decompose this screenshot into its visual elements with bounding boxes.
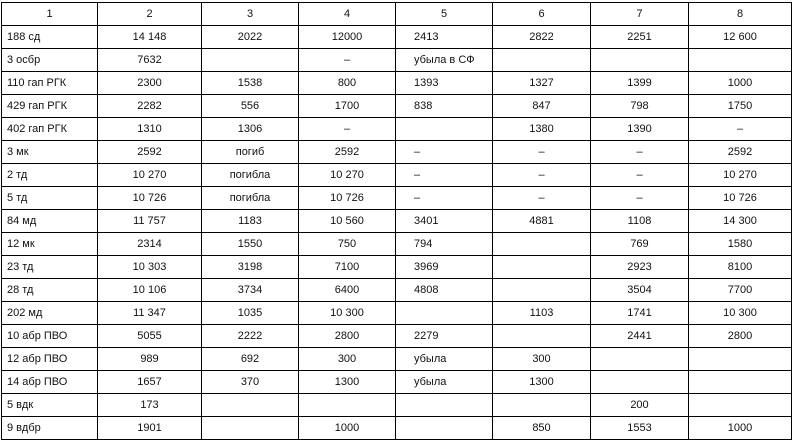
table-cell: 2822 <box>493 26 591 49</box>
table-cell: погиб <box>202 141 299 164</box>
table-cell: – <box>493 141 591 164</box>
table-row <box>2 279 792 302</box>
table-cell: 10 726 <box>299 187 396 210</box>
table-cell: 300 <box>299 348 396 371</box>
table-cell: 173 <box>98 394 202 417</box>
table-cell: 14 148 <box>98 26 202 49</box>
table-cell: 1103 <box>493 302 591 325</box>
table-cell: 2800 <box>299 325 396 348</box>
table-cell <box>493 49 591 72</box>
table-cell: 1700 <box>299 95 396 118</box>
table-row <box>2 164 792 187</box>
unit-name-cell: 429 гап РГК <box>2 95 98 118</box>
table-cell: 2592 <box>98 141 202 164</box>
table-cell: 4881 <box>493 210 591 233</box>
table-cell: 847 <box>493 95 591 118</box>
table-cell: 1553 <box>591 417 689 440</box>
table-row <box>2 95 792 118</box>
table-cell: 2282 <box>98 95 202 118</box>
table-cell: погибла <box>202 164 299 187</box>
table-cell: 1310 <box>98 118 202 141</box>
table-cell: убыла <box>396 348 493 371</box>
table-cell: 1380 <box>493 118 591 141</box>
unit-name-cell: 12 мк <box>2 233 98 256</box>
table-cell: 7100 <box>299 256 396 279</box>
table-cell <box>396 417 493 440</box>
table-cell <box>689 49 792 72</box>
table-cell: 2592 <box>299 141 396 164</box>
table-cell: 6400 <box>299 279 396 302</box>
header-row <box>2 3 792 26</box>
table-cell <box>299 394 396 417</box>
table-cell: – <box>396 187 493 210</box>
table-row <box>2 141 792 164</box>
table-cell: 989 <box>98 348 202 371</box>
unit-name-cell: 23 тд <box>2 256 98 279</box>
table-cell: 200 <box>591 394 689 417</box>
table-row <box>2 371 792 394</box>
table-cell: 10 560 <box>299 210 396 233</box>
column-header: 2 <box>98 3 202 26</box>
table-cell: 3401 <box>396 210 493 233</box>
table-cell: 3969 <box>396 256 493 279</box>
table-cell: 10 300 <box>299 302 396 325</box>
table-cell: 1741 <box>591 302 689 325</box>
table-cell: – <box>396 141 493 164</box>
table-cell: 7700 <box>689 279 792 302</box>
table-cell <box>689 394 792 417</box>
unit-name-cell: 12 абр ПВО <box>2 348 98 371</box>
table-cell: – <box>396 164 493 187</box>
table-row <box>2 256 792 279</box>
table-cell: – <box>493 164 591 187</box>
table-cell: 850 <box>493 417 591 440</box>
table-cell: 794 <box>396 233 493 256</box>
table-row <box>2 72 792 95</box>
table-cell: 2279 <box>396 325 493 348</box>
table-cell: 3504 <box>591 279 689 302</box>
unit-name-cell: 9 вдбр <box>2 417 98 440</box>
unit-name-cell: 84 мд <box>2 210 98 233</box>
table-cell: 1550 <box>202 233 299 256</box>
table-cell: 2441 <box>591 325 689 348</box>
table-cell: 1390 <box>591 118 689 141</box>
table-cell <box>493 325 591 348</box>
table-cell: 10 106 <box>98 279 202 302</box>
table-cell: 2923 <box>591 256 689 279</box>
table-cell: 1306 <box>202 118 299 141</box>
table-cell: убыла <box>396 371 493 394</box>
table-cell: 798 <box>591 95 689 118</box>
table-cell: 2222 <box>202 325 299 348</box>
table-cell: 300 <box>493 348 591 371</box>
table-cell: 7632 <box>98 49 202 72</box>
table-row <box>2 417 792 440</box>
data-table <box>1 2 792 440</box>
unit-name-cell: 110 гап РГК <box>2 72 98 95</box>
table-cell: 1035 <box>202 302 299 325</box>
table-cell: 1300 <box>299 371 396 394</box>
table-row <box>2 348 792 371</box>
table-cell: – <box>493 187 591 210</box>
table-cell: погибла <box>202 187 299 210</box>
table-cell: 10 726 <box>98 187 202 210</box>
table-cell: 1657 <box>98 371 202 394</box>
table-cell: 1300 <box>493 371 591 394</box>
table-cell <box>396 394 493 417</box>
table-cell <box>493 233 591 256</box>
unit-name-cell: 202 мд <box>2 302 98 325</box>
table-cell: 12 600 <box>689 26 792 49</box>
table-cell: 1327 <box>493 72 591 95</box>
column-header: 4 <box>299 3 396 26</box>
column-header: 3 <box>202 3 299 26</box>
table-cell: – <box>591 187 689 210</box>
table-cell: – <box>591 164 689 187</box>
unit-name-cell: 188 сд <box>2 26 98 49</box>
table-cell <box>493 279 591 302</box>
table-cell <box>202 394 299 417</box>
table-cell <box>202 49 299 72</box>
table-cell: 692 <box>202 348 299 371</box>
table-cell: 2800 <box>689 325 792 348</box>
table-cell <box>202 417 299 440</box>
table-row <box>2 394 792 417</box>
table-cell: 1000 <box>689 72 792 95</box>
unit-name-cell: 28 тд <box>2 279 98 302</box>
table-cell: 10 300 <box>689 302 792 325</box>
table-cell <box>591 371 689 394</box>
table-cell: 10 270 <box>299 164 396 187</box>
table-cell: 2300 <box>98 72 202 95</box>
table-cell: 769 <box>591 233 689 256</box>
table-cell: 370 <box>202 371 299 394</box>
table-cell: 1000 <box>299 417 396 440</box>
table-cell: убыла в СФ <box>396 49 493 72</box>
table-cell: 800 <box>299 72 396 95</box>
table-cell: 838 <box>396 95 493 118</box>
table-row <box>2 210 792 233</box>
table-cell: 12000 <box>299 26 396 49</box>
table-cell: 3734 <box>202 279 299 302</box>
table-cell: 5055 <box>98 325 202 348</box>
column-header: 5 <box>396 3 493 26</box>
unit-name-cell: 10 абр ПВО <box>2 325 98 348</box>
table-cell: 2022 <box>202 26 299 49</box>
table-cell <box>396 302 493 325</box>
table-cell: 4808 <box>396 279 493 302</box>
table-cell: 10 270 <box>98 164 202 187</box>
table-row <box>2 302 792 325</box>
unit-name-cell: 5 вдк <box>2 394 98 417</box>
table-cell <box>689 348 792 371</box>
table-cell: – <box>591 141 689 164</box>
table-row <box>2 187 792 210</box>
table-cell: 1000 <box>689 417 792 440</box>
table-row <box>2 233 792 256</box>
column-header: 6 <box>493 3 591 26</box>
table-cell: 1750 <box>689 95 792 118</box>
table-cell: 11 757 <box>98 210 202 233</box>
table-cell: 2413 <box>396 26 493 49</box>
table-cell: – <box>299 118 396 141</box>
table-cell: 10 303 <box>98 256 202 279</box>
table-cell: – <box>299 49 396 72</box>
unit-name-cell: 14 абр ПВО <box>2 371 98 394</box>
table-cell <box>493 256 591 279</box>
unit-name-cell: 3 мк <box>2 141 98 164</box>
table-cell: 750 <box>299 233 396 256</box>
unit-name-cell: 3 осбр <box>2 49 98 72</box>
table-cell: 2314 <box>98 233 202 256</box>
column-header: 8 <box>689 3 792 26</box>
table-cell <box>591 348 689 371</box>
table-cell: 1580 <box>689 233 792 256</box>
table-cell: 11 347 <box>98 302 202 325</box>
unit-name-cell: 402 гап РГК <box>2 118 98 141</box>
table-cell: 10 726 <box>689 187 792 210</box>
table-row <box>2 325 792 348</box>
table-cell <box>689 371 792 394</box>
table-cell: 14 300 <box>689 210 792 233</box>
table-cell: 1399 <box>591 72 689 95</box>
table-cell: 10 270 <box>689 164 792 187</box>
table-cell: 1901 <box>98 417 202 440</box>
table-cell: 2251 <box>591 26 689 49</box>
column-header: 7 <box>591 3 689 26</box>
table-cell: 3198 <box>202 256 299 279</box>
table-cell <box>493 394 591 417</box>
table-cell <box>396 118 493 141</box>
table-cell: 1183 <box>202 210 299 233</box>
table-cell: 556 <box>202 95 299 118</box>
table-cell: 1108 <box>591 210 689 233</box>
table-cell: 1393 <box>396 72 493 95</box>
unit-name-cell: 2 тд <box>2 164 98 187</box>
column-header: 1 <box>2 3 98 26</box>
table-row <box>2 118 792 141</box>
table-row <box>2 49 792 72</box>
table-cell: 2592 <box>689 141 792 164</box>
table-cell: – <box>689 118 792 141</box>
unit-name-cell: 5 тд <box>2 187 98 210</box>
table-cell: 1538 <box>202 72 299 95</box>
table-row <box>2 26 792 49</box>
table-cell <box>591 49 689 72</box>
table-cell: 8100 <box>689 256 792 279</box>
